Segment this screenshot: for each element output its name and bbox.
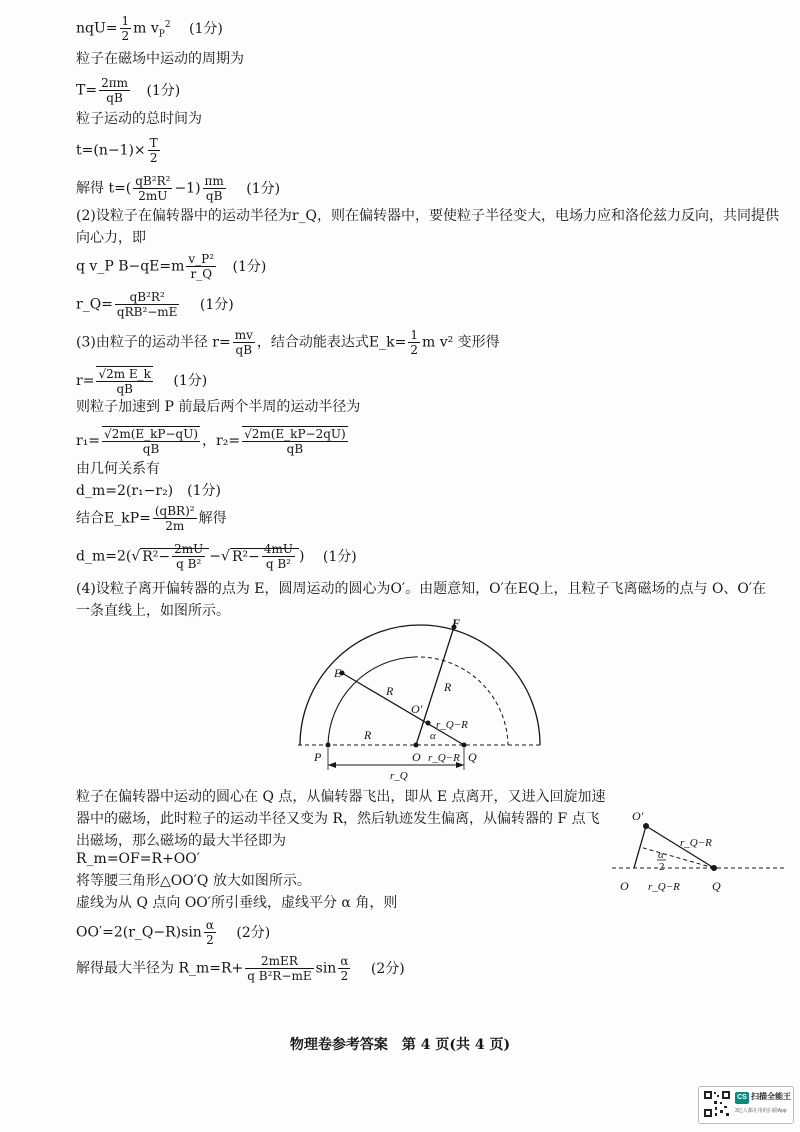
label-Op2: O′ bbox=[632, 809, 644, 823]
eq-rm-final: 解得最大半径为 R_m=R+ 2mER q B²R−mE sin $\frac{\alpha}{2}$ (2分) bbox=[76, 954, 405, 983]
point-Op bbox=[426, 721, 431, 726]
eq-dm: d_m=2(r₁−r₂) (1分) bbox=[76, 483, 221, 499]
camscanner-logo-icon: CS bbox=[735, 1092, 749, 1104]
label-E: E bbox=[334, 666, 342, 680]
label-two2: 2 bbox=[659, 861, 665, 873]
part-3-intro: (3)由粒子的运动半径 r= $\frac{mv}{qB}$ ，结合动能表达式E_k= $\frac{1}{2}$ m v² 变形得 bbox=[76, 328, 500, 357]
eq-rm: R_m=OF=R+OO′ bbox=[76, 851, 200, 867]
eq-dm-result: d_m=2(√ R²− $\frac{2mU}{\text{q B²}}$ −√ R²− $\frac{4mU}{\text{q B²}}$ ) (1分) bbox=[76, 542, 357, 571]
eq-solve-time: 解得 t=( $\frac{\text{qB²R²}}{2mU}$ −1) $\frac{\pi m}{qB}$ (1分) bbox=[76, 174, 281, 203]
text-period: 粒子在磁场中运动的周期为 bbox=[76, 51, 244, 67]
eq-energy: nqU= $\frac{1}{2}$ m $v_P^2$ (1分) bbox=[76, 14, 223, 43]
eq-rq: r_Q= qB²R² qRB²−mE (1分) bbox=[76, 290, 234, 319]
eq-ekp: 结合E_kP= (qBR)² 2m 解得 bbox=[76, 504, 227, 533]
page-footer: 物理卷参考答案 第 4 页(共 4 页) bbox=[289, 1037, 511, 1053]
point-O bbox=[414, 743, 419, 748]
eq-period: T= $\frac{2\pi m}{qB}$ (1分) bbox=[76, 76, 181, 105]
label-alpha2: α bbox=[658, 849, 664, 861]
eq-force-balance: q v_P B−qE=m $\frac{\text{v\_P²}}{r\_Q}$ (1分) bbox=[76, 252, 267, 281]
text-dashed-line: 虚线为从 Q 点向 OO′所引垂线，虚线平分 α 角，则 bbox=[76, 895, 398, 911]
label-alpha: α bbox=[430, 730, 436, 742]
text-triangle: 将等腰三角形△OO′Q 放大如图所示。 bbox=[76, 873, 311, 889]
point-P bbox=[326, 743, 331, 748]
point-Q2 bbox=[711, 865, 717, 871]
label-R-PO: R bbox=[364, 728, 372, 742]
label-F: F bbox=[452, 616, 461, 630]
label-Q2: Q bbox=[712, 879, 721, 893]
label-O2: O bbox=[620, 879, 629, 893]
part-4-explanation: 粒子在偏转器中运动的圆心在 Q 点，从偏转器飞出，即从 E 点离开，又进入回旋加速器中的磁场，此时粒子的运动半径又变为 R，然后轨迹发生偏离，从偏转器的 F 点飞出磁场，那么磁场的最大半径即为 bbox=[76, 789, 606, 849]
label-rqR-base: r_Q−R bbox=[648, 881, 680, 893]
label-rq: r_Q bbox=[390, 770, 408, 782]
scanner-app-name: 扫描全能王 bbox=[751, 1092, 791, 1101]
part-4-intro: (4)设粒子离开偏转器的点为 E，圆周运动的圆心为O′。由题意知，O′在EQ上，且粒子飞离磁场的点与 O、O′在一条直线上，如图所示。 bbox=[76, 581, 767, 619]
label-R-EO: R bbox=[386, 684, 394, 698]
text-last-two-radii: 则粒子加速到 P 前最后两个半周的运动半径为 bbox=[76, 399, 361, 415]
scanner-badge bbox=[698, 1086, 794, 1124]
label-rqR-side: r_Q−R bbox=[680, 837, 712, 849]
label-Op: O′ bbox=[411, 702, 423, 716]
label-R-OF: R bbox=[444, 680, 452, 694]
diagram-semicircle bbox=[290, 615, 550, 785]
outer-arc bbox=[300, 625, 540, 745]
qr-code-icon bbox=[703, 1090, 731, 1118]
text-total-time: 粒子运动的总时间为 bbox=[76, 111, 202, 127]
label-O: O bbox=[412, 750, 421, 764]
eq-oo-prime: OO′=2(r_Q−R)sin $\frac{\alpha}{2}$ (2分) bbox=[76, 918, 271, 947]
point-Q bbox=[462, 743, 467, 748]
label-rqR-lower: r_Q−R bbox=[428, 752, 460, 764]
scanner-app-tagline: 3亿人都在用的扫描App bbox=[735, 1108, 787, 1114]
eq-radius-ek: r= $\frac{\text{√2m E\_k}}{qB}$ (1分) bbox=[76, 367, 208, 396]
dim-arrow-left bbox=[328, 762, 336, 768]
line-perp bbox=[640, 847, 714, 868]
label-P: P bbox=[314, 750, 322, 764]
dashed-arc bbox=[414, 657, 508, 745]
label-rqR-upper: r_Q−R bbox=[436, 719, 468, 731]
part-2-intro: (2)设粒子在偏转器中的运动半径为r_Q，则在偏转器中，要使粒子半径变大，电场力应和洛伦兹力反向，共同提供向心力，即 bbox=[76, 208, 779, 246]
point-Op2 bbox=[643, 823, 649, 829]
eq-r1-r2: r₁= $\frac{√2m(E\_kP-qU)}{qB}$ ，r₂= $\frac{√2m(E\_kP-2qU)}{qB}$ bbox=[76, 427, 346, 456]
text-geometry: 由几何关系有 bbox=[76, 461, 160, 477]
label-Q: Q bbox=[468, 750, 477, 764]
diagram-triangle bbox=[608, 800, 788, 900]
eq-total-time: t=(n−1)× $\frac{T}{2}$ bbox=[76, 136, 158, 165]
